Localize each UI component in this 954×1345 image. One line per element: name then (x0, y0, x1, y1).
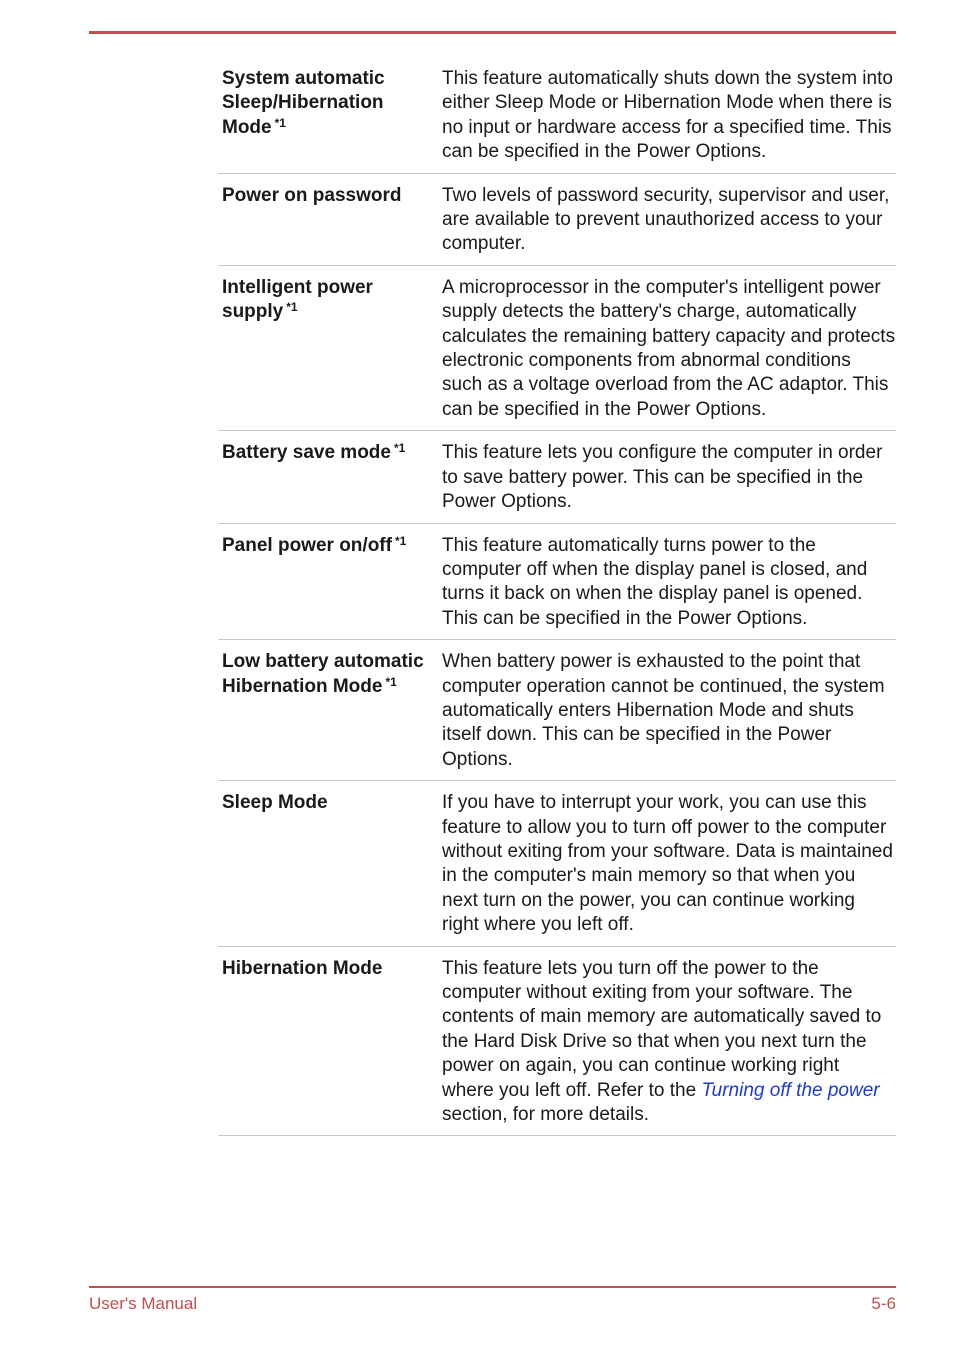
page-number: 5-6 (871, 1294, 896, 1313)
feature-term: Power on password (222, 184, 402, 206)
footnote-marker: *1 (286, 300, 298, 315)
table-row (218, 66, 896, 174)
feature-description: A microprocessor in the computer's intelligent power supply detects the battery's charge, automatically calculates the remaining battery capacity and protects electronic components from abnormal conditions such as a voltage overload from the AC adaptor. This can be specified in the Power Options. (442, 276, 896, 420)
feature-description: This feature automatically turns power to the computer off when the display panel is closed, and turns it back on when the display panel is opened. This can be specified in the Power Options. (442, 534, 868, 629)
feature-description: Two levels of password security, supervisor and user, are available to prevent unauthorized access to your computer. (442, 184, 890, 255)
feature-description: When battery power is exhausted to the point that computer operation cannot be continued, the system automatically enters Hibernation Mode and shuts itself down. This can be specified in the Power Options. (442, 651, 885, 770)
footnote-marker: *1 (385, 674, 397, 689)
feature-table (218, 66, 896, 1145)
footer-rule (89, 1286, 896, 1288)
feature-term: Battery save mode $^{*1}$ (222, 441, 406, 464)
footnote-marker: *1 (274, 115, 286, 130)
footer-manual-title: User's Manual (89, 1294, 198, 1313)
feature-term: Hibernation Mode (222, 957, 383, 979)
feature-term: Panel power on/off $^{*1}$ (222, 533, 407, 556)
table-row (218, 440, 896, 523)
table-row (218, 183, 896, 266)
table-row (218, 275, 896, 431)
feature-term: Sleep Mode (222, 792, 328, 814)
turning-off-power-link[interactable]: Turning off the power (701, 1079, 880, 1101)
table-row (218, 790, 896, 946)
feature-term: Low battery automatic Hibernation Mode $^{*1}$ (222, 651, 424, 697)
feature-description: This feature lets you turn off the power to the computer without exiting from your software. The contents of main memory are automatically saved to the Hard Disk Drive so that when you next turn the power on again, you can continue working right where you left off. Refer to the Turning off the power section, for more details. (442, 957, 882, 1126)
feature-term: System automatic Sleep/Hibernation Mode $^{*1}$ (222, 68, 385, 138)
table-row (218, 956, 896, 1137)
feature-description: This feature lets you configure the computer in order to save battery power. This can be specified in the Power Options. (442, 442, 883, 513)
footnote-marker: *1 (394, 533, 407, 548)
feature-description: If you have to interrupt your work, you can use this feature to allow you to turn off power to the computer without exiting from your software. Data is maintained in the computer's main memory so that when you next turn on the power, you can continue working right where you left off. (442, 792, 893, 936)
table-row (218, 649, 896, 781)
feature-term: Intelligent power supply $^{*1}$ (222, 276, 373, 323)
footnote-marker: *1 (393, 441, 406, 456)
table-row (218, 533, 896, 641)
header-rule (89, 31, 896, 34)
feature-description: This feature automatically shuts down the system into either Sleep Mode or Hibernation Mode when there is no input or hardware access for a specified time. This can be specified in the Power Options. (442, 68, 893, 163)
